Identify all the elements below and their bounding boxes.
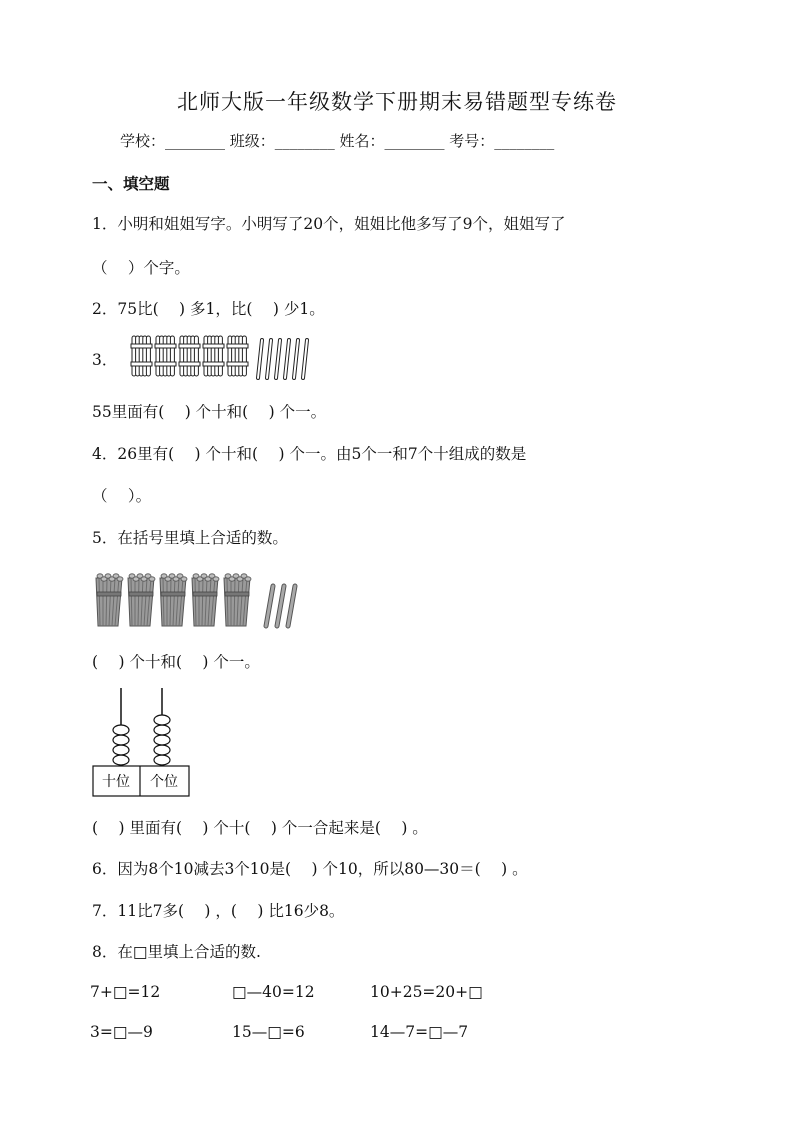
question-5-part-a: ( ) 个十和( ) 个一。 — [92, 653, 260, 671]
question-3-text: 55里面有( ) 个十和( ) 个一。 — [92, 403, 327, 421]
tens-place-label: 十位 — [102, 774, 130, 790]
q8-item-3: 10+25=20+□ — [370, 983, 483, 1001]
q8-item-1: 7+□=12 — [90, 983, 161, 1001]
stick-bundles-figure-q3 — [128, 332, 318, 382]
question-8: 8．在□里填上合适的数. — [92, 943, 261, 961]
q8-item-4: 3=□—9 — [90, 1023, 153, 1041]
q8-item-5: 15—□=6 — [232, 1023, 305, 1041]
section-heading-fill-blank: 一、填空题 — [92, 174, 170, 193]
question-2: 2．75比( ) 多1，比( ) 少1。 — [92, 300, 325, 318]
ten-stick-bundle — [203, 336, 224, 376]
ten-stick-bundle — [155, 336, 176, 376]
abacus-bead — [113, 745, 129, 755]
ones-place-label: 个位 — [150, 774, 178, 790]
ten-stick-bundle — [96, 574, 123, 626]
page-title: 北师大版一年级数学下册期末易错题型专练卷 — [177, 90, 617, 114]
abacus-bead — [154, 735, 170, 745]
question-4-line-2: （ ）。 — [92, 487, 152, 505]
abacus-bead — [154, 715, 170, 725]
abacus-figure — [92, 686, 192, 798]
abacus-bead — [113, 725, 129, 735]
question-5: 5．在括号里填上合适的数。 — [92, 529, 288, 547]
question-3-number: 3． — [92, 351, 118, 369]
student-info-line: 学校：________ 班级：________ 姓名：________ 考号：________ — [120, 132, 555, 150]
question-7: 7．11比7多( ) ，( ) 比16少8。 — [92, 902, 345, 920]
stick-bundles-figure-q5 — [90, 568, 310, 632]
question-1-line-1: 1．小明和姐姐写字。小明写了20个，姐姐比他多写了9个，姐姐写了 — [92, 215, 566, 233]
abacus-bead — [113, 755, 129, 765]
q8-item-6: 14—7=□—7 — [370, 1023, 469, 1041]
question-6: 6．因为8个10减去3个10是( ) 个10，所以80—30＝( ) 。 — [92, 860, 528, 878]
question-4-line-1: 4．26里有( ) 个十和( ) 个一。由5个一和7个十组成的数是 — [92, 445, 527, 463]
abacus-bead — [154, 725, 170, 735]
question-5-part-b: ( ) 里面有( ) 个十( ) 个一合起来是( ) 。 — [92, 819, 428, 837]
abacus-bead — [154, 755, 170, 765]
ten-stick-bundle — [179, 336, 200, 376]
ten-stick-bundle — [227, 336, 248, 376]
question-1-line-2: （ ）个字。 — [92, 259, 190, 277]
ten-stick-bundle — [128, 574, 155, 626]
ten-stick-bundle — [160, 574, 187, 626]
ten-stick-bundle — [192, 574, 219, 626]
ten-stick-bundle — [131, 336, 152, 376]
abacus-bead — [154, 745, 170, 755]
ten-stick-bundle — [224, 574, 251, 626]
abacus-bead — [113, 735, 129, 745]
q8-item-2: □—40=12 — [232, 983, 315, 1001]
